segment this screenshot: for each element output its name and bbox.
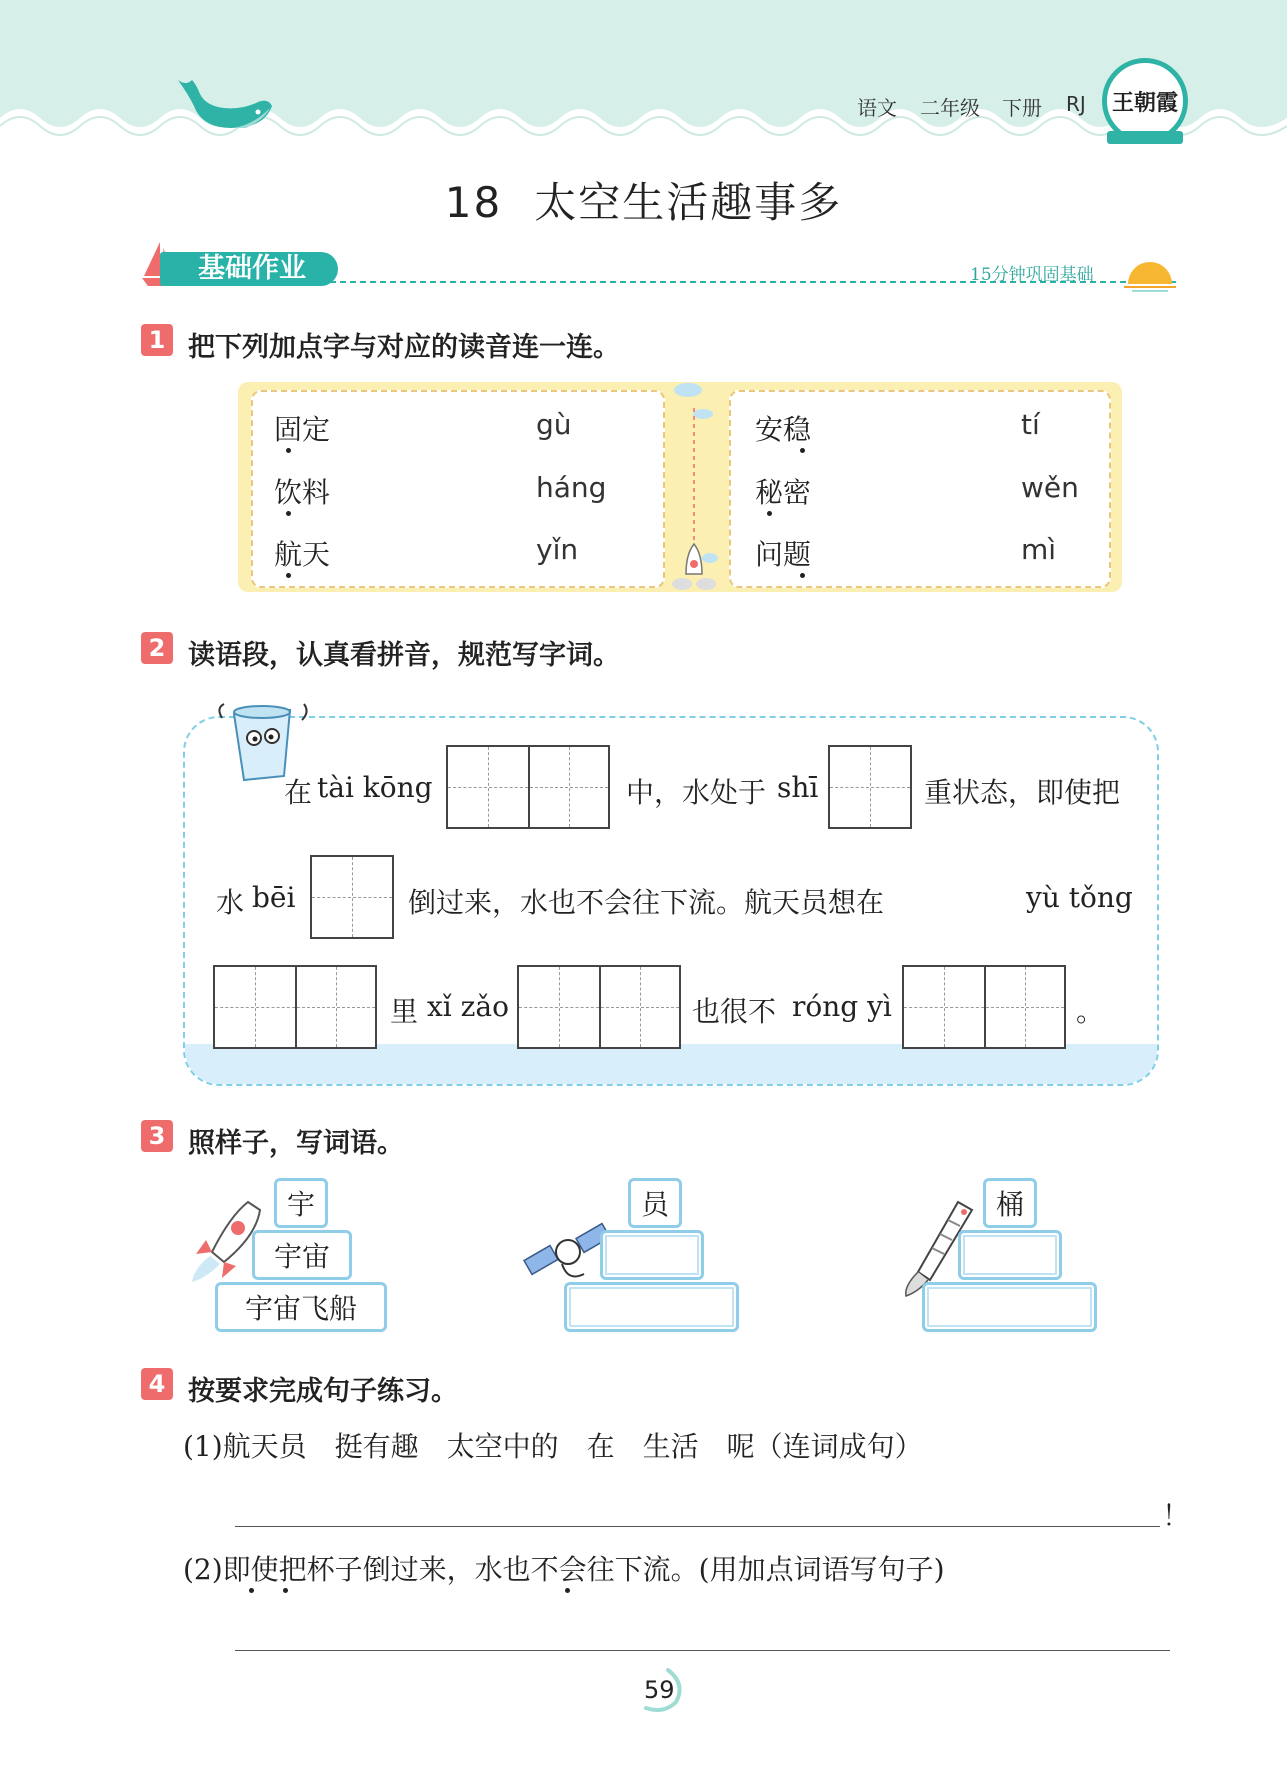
emphasis-dot — [286, 448, 291, 453]
edition-label: RJ — [1066, 92, 1086, 116]
brand-logo-text: 王朝霞 — [1111, 89, 1178, 116]
lesson-name: 太空生活趣事多 — [534, 178, 843, 227]
answer-box-four-char[interactable] — [922, 1282, 1097, 1332]
passage-pinyin: xǐ zǎo — [427, 990, 509, 1023]
q1-left-pinyin: gù — [536, 408, 572, 441]
q1-right-pinyin: tí — [1021, 408, 1040, 441]
whale-icon — [172, 76, 276, 132]
task-word-text: 员 — [640, 1188, 669, 1221]
grid-cell[interactable] — [830, 747, 910, 827]
section-name: 基础作业 — [198, 253, 306, 284]
page-number: 59 — [644, 1676, 675, 1704]
passage-text: 水 — [216, 886, 245, 919]
q1-right-word: 问题 — [755, 538, 812, 571]
section-time-note: 15分钟巩固基础 — [970, 265, 1094, 285]
question-4-prompt: 按要求完成句子练习。 — [188, 1376, 458, 1407]
example-word-3 — [215, 1282, 387, 1332]
answer-box-four-char[interactable] — [564, 1282, 739, 1332]
writing-grid-shi[interactable] — [828, 745, 912, 829]
q1-right-pinyin: wěn — [1021, 471, 1079, 504]
example-word-2 — [252, 1230, 352, 1280]
writing-grid-taikong[interactable] — [446, 745, 610, 829]
emphasis-dot — [283, 1588, 288, 1593]
answer-line-2[interactable] — [235, 1650, 1170, 1651]
question-1-number: 1 — [141, 324, 173, 356]
q1-right-pinyin: mì — [1021, 533, 1057, 566]
question-3-prompt: 照样子，写词语。 — [188, 1128, 404, 1159]
q1-left-word: 航天 — [274, 538, 331, 571]
section-banner — [160, 252, 338, 286]
grid-cell[interactable] — [448, 747, 528, 827]
lesson-title — [0, 170, 1287, 230]
example-word-text: 宇宙飞船 — [244, 1292, 357, 1325]
q1-left-word: 固定 — [274, 413, 331, 446]
passage-text: 重状态，即使把 — [924, 776, 1121, 809]
grid-cell[interactable] — [295, 967, 375, 1047]
answer-box-two-char[interactable] — [600, 1230, 704, 1280]
example-word-1 — [274, 1178, 328, 1228]
emphasis-dot — [800, 573, 805, 578]
grid-cell[interactable] — [528, 747, 608, 827]
emphasis-dot — [767, 511, 772, 516]
lesson-number: 18 — [444, 178, 503, 227]
example-word-text: 宇宙 — [273, 1240, 330, 1273]
logo-ribbon — [1107, 131, 1183, 144]
writing-grid-xizao[interactable] — [517, 965, 681, 1049]
task-word-2 — [983, 1178, 1037, 1228]
passage-text: 在 — [284, 776, 313, 809]
example-word-text: 宇 — [286, 1188, 315, 1221]
writing-grid-yutong[interactable] — [213, 965, 377, 1049]
q1-left-word: 饮料 — [274, 476, 331, 509]
writing-grid-rongyi[interactable] — [902, 965, 1066, 1049]
emphasis-dot — [286, 511, 291, 516]
emphasis-dot — [565, 1588, 570, 1593]
passage-pinyin: shī — [777, 771, 819, 804]
passage-text: 倒过来，水也不会往下流。航天员想在 — [408, 886, 885, 919]
grid-cell[interactable] — [904, 967, 984, 1047]
q1-left-pinyin: háng — [536, 471, 607, 504]
passage-text: 中，水处于 — [626, 776, 767, 809]
grid-cell[interactable] — [312, 857, 392, 937]
passage-pinyin: bēi — [252, 881, 296, 914]
sunrise-icon — [1122, 254, 1178, 294]
task-word-1 — [628, 1178, 682, 1228]
q4-item-1: (1)航天员 挺有趣 太空中的 在 生活 呢（连词成句） — [183, 1430, 923, 1463]
q4-item-1-end: ！ — [1162, 1499, 1191, 1532]
grid-cell[interactable] — [984, 967, 1064, 1047]
passage-text: 里 — [390, 995, 419, 1028]
question-3-number: 3 — [141, 1120, 173, 1152]
q1-right-word: 安稳 — [755, 413, 812, 446]
writing-grid-bei[interactable] — [310, 855, 394, 939]
subject-label: 语文 — [857, 96, 897, 120]
passage-pinyin: róng yì — [792, 990, 892, 1023]
grade-label: 二年级 — [920, 96, 980, 120]
answer-box-two-char[interactable] — [958, 1230, 1062, 1280]
grid-cell[interactable] — [599, 967, 679, 1047]
passage-pinyin: yù tǒng — [1026, 881, 1133, 914]
emphasis-dot — [286, 573, 291, 578]
emphasis-dot — [800, 448, 805, 453]
question-1-prompt: 把下列加点字与对应的读音连一连。 — [188, 332, 620, 363]
question-2-number: 2 — [141, 632, 173, 664]
passage-pinyin: tài kōng — [317, 771, 433, 804]
emphasis-dot — [249, 1588, 254, 1593]
passage-text: 也很不 — [692, 995, 777, 1028]
grid-cell[interactable] — [519, 967, 599, 1047]
q4-item-2: (2)即使把杯子倒过来，水也不会往下流。(用加点词语写句子) — [183, 1553, 945, 1586]
q1-right-word: 秘密 — [755, 476, 812, 509]
question-2-prompt: 读语段，认真看拼音，规范写字词。 — [188, 640, 620, 671]
answer-line-1[interactable] — [235, 1526, 1160, 1527]
task-word-text: 桶 — [995, 1188, 1024, 1221]
grid-cell[interactable] — [215, 967, 295, 1047]
rocket-icon — [668, 378, 718, 594]
q1-left-pinyin: yǐn — [536, 533, 579, 566]
term-label: 下册 — [1002, 96, 1042, 120]
wave-footer — [185, 1044, 1157, 1084]
question-4-number: 4 — [141, 1368, 173, 1400]
passage-text: 。 — [1076, 995, 1105, 1028]
